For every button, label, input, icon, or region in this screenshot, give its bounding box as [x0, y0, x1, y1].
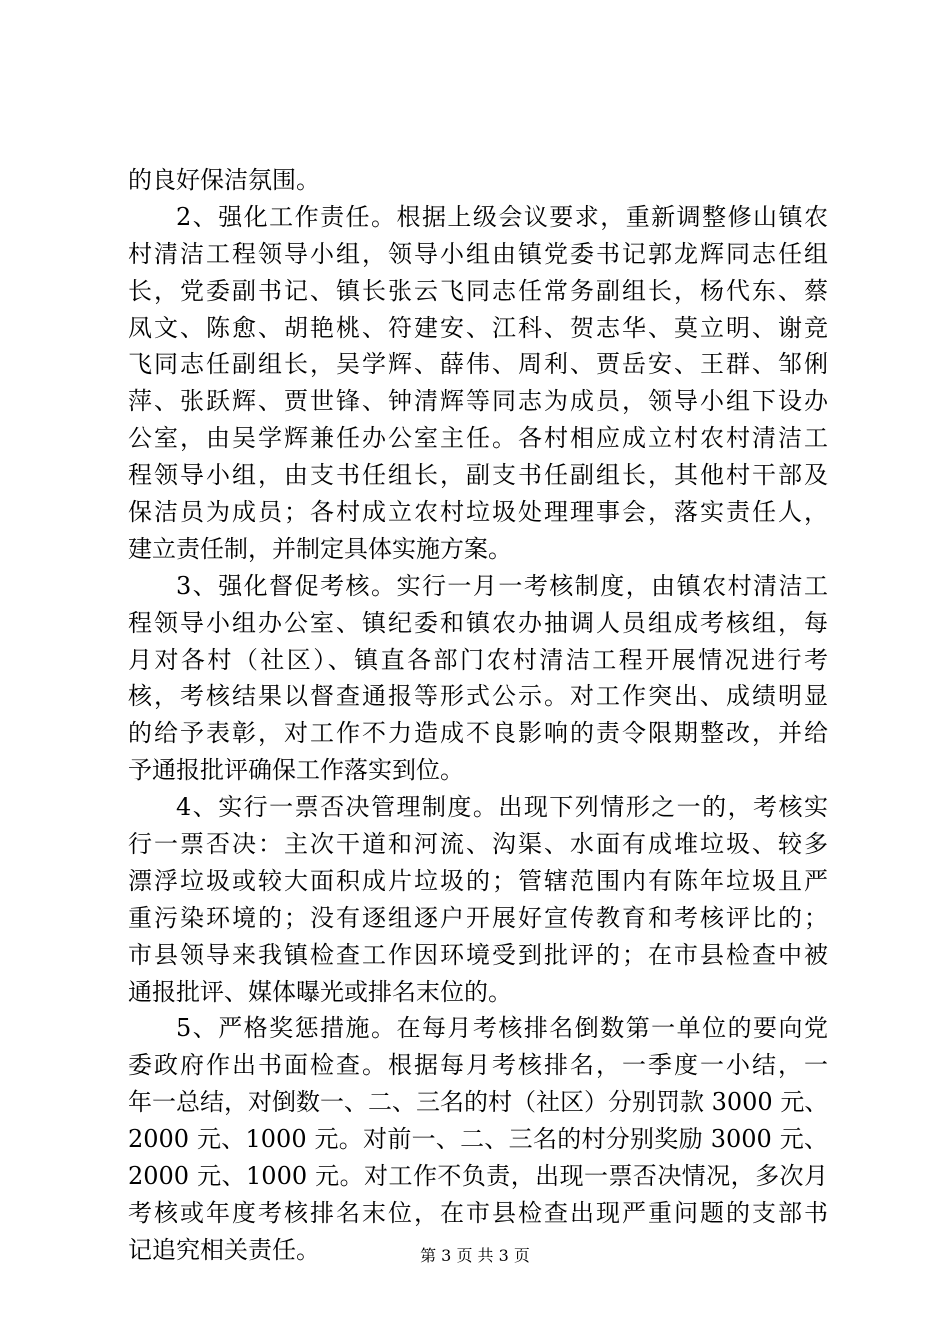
text-line: 予通报批评确保工作落实到位。 [128, 756, 464, 785]
text-line: 程领导小组，由支书任组长，副支书任副组长，其他村干部及 [128, 461, 828, 490]
text-line: 的良好保洁氛围。 [128, 166, 320, 194]
text-line: 保洁员为成员；各村成立农村垃圾处理理事会，落实责任人， [128, 498, 828, 527]
text-line: 考核或年度考核排名末位，在市县检查出现严重问题的支部书 [128, 1198, 828, 1227]
text-line: 漂浮垃圾或较大面积成片垃圾的；管辖范围内有陈年垃圾且严 [128, 866, 828, 895]
text-line: 月对各村（社区）、镇直各部门农村清洁工程开展情况进行考 [128, 645, 828, 674]
text-line: 市县领导来我镇检查工作因环境受到批评的；在市县检查中被 [128, 940, 828, 969]
text-line: 行一票否决：主次干道和河流、沟渠、水面有成堆垃圾、较多 [128, 830, 828, 859]
paragraph-first-line: 5、严格奖惩措施。在每月考核排名倒数第一单位的要向党 [176, 1014, 828, 1043]
text-line: 记追究相关责任。 [128, 1235, 320, 1264]
text-line: 长，党委副书记、镇长张云飞同志任常务副组长，杨代东、蔡 [128, 276, 828, 305]
text-line: 飞同志任副组长，吴学辉、薛伟、周利、贾岳安、王群、邹俐 [128, 350, 828, 379]
text-line: 2000 元、1000 元。对工作不负责，出现一票否决情况，多次月 [128, 1162, 828, 1191]
text-line: 公室，由吴学辉兼任办公室主任。各村相应成立村农村清洁工 [128, 424, 828, 453]
text-line: 的给予表彰，对工作不力造成不良影响的责令限期整改，并给 [128, 719, 828, 748]
text-line: 程领导小组办公室、镇纪委和镇农办抽调人员组成考核组，每 [128, 608, 828, 637]
text-line: 村清洁工程领导小组，领导小组由镇党委书记郭龙辉同志任组 [128, 239, 828, 268]
paragraph-first-line: 2、强化工作责任。根据上级会议要求，重新调整修山镇农 [176, 202, 828, 231]
text-line: 通报批评、媒体曝光或排名末位的。 [128, 977, 512, 1006]
page-footer: 第 3 页 共 3 页 [420, 1246, 530, 1265]
text-line: 萍、张跃辉、贾世锋、钟清辉等同志为成员，领导小组下设办 [128, 387, 828, 416]
document-body [128, 162, 828, 1269]
paragraph-first-line: 4、实行一票否决管理制度。出现下列情形之一的，考核实 [176, 793, 828, 822]
text-line: 委政府作出书面检查。根据每月考核排名，一季度一小结，一 [128, 1051, 828, 1080]
paragraph-first-line: 3、强化督促考核。实行一月一考核制度，由镇农村清洁工 [176, 571, 828, 600]
text-line: 核，考核结果以督查通报等形式公示。对工作突出、成绩明显 [128, 682, 828, 711]
text-line: 2000 元、1000 元。对前一、二、三名的村分别奖励 3000 元、 [128, 1125, 828, 1154]
text-line: 年一总结，对倒数一、二、三名的村（社区）分别罚款 3000 元、 [128, 1088, 828, 1117]
text-line: 建立责任制，并制定具体实施方案。 [128, 534, 512, 563]
text-line: 重污染环境的；没有逐组逐户开展好宣传教育和考核评比的； [128, 903, 828, 932]
text-line: 凤文、陈愈、胡艳桃、符建安、江科、贺志华、莫立明、谢竞 [128, 313, 828, 342]
